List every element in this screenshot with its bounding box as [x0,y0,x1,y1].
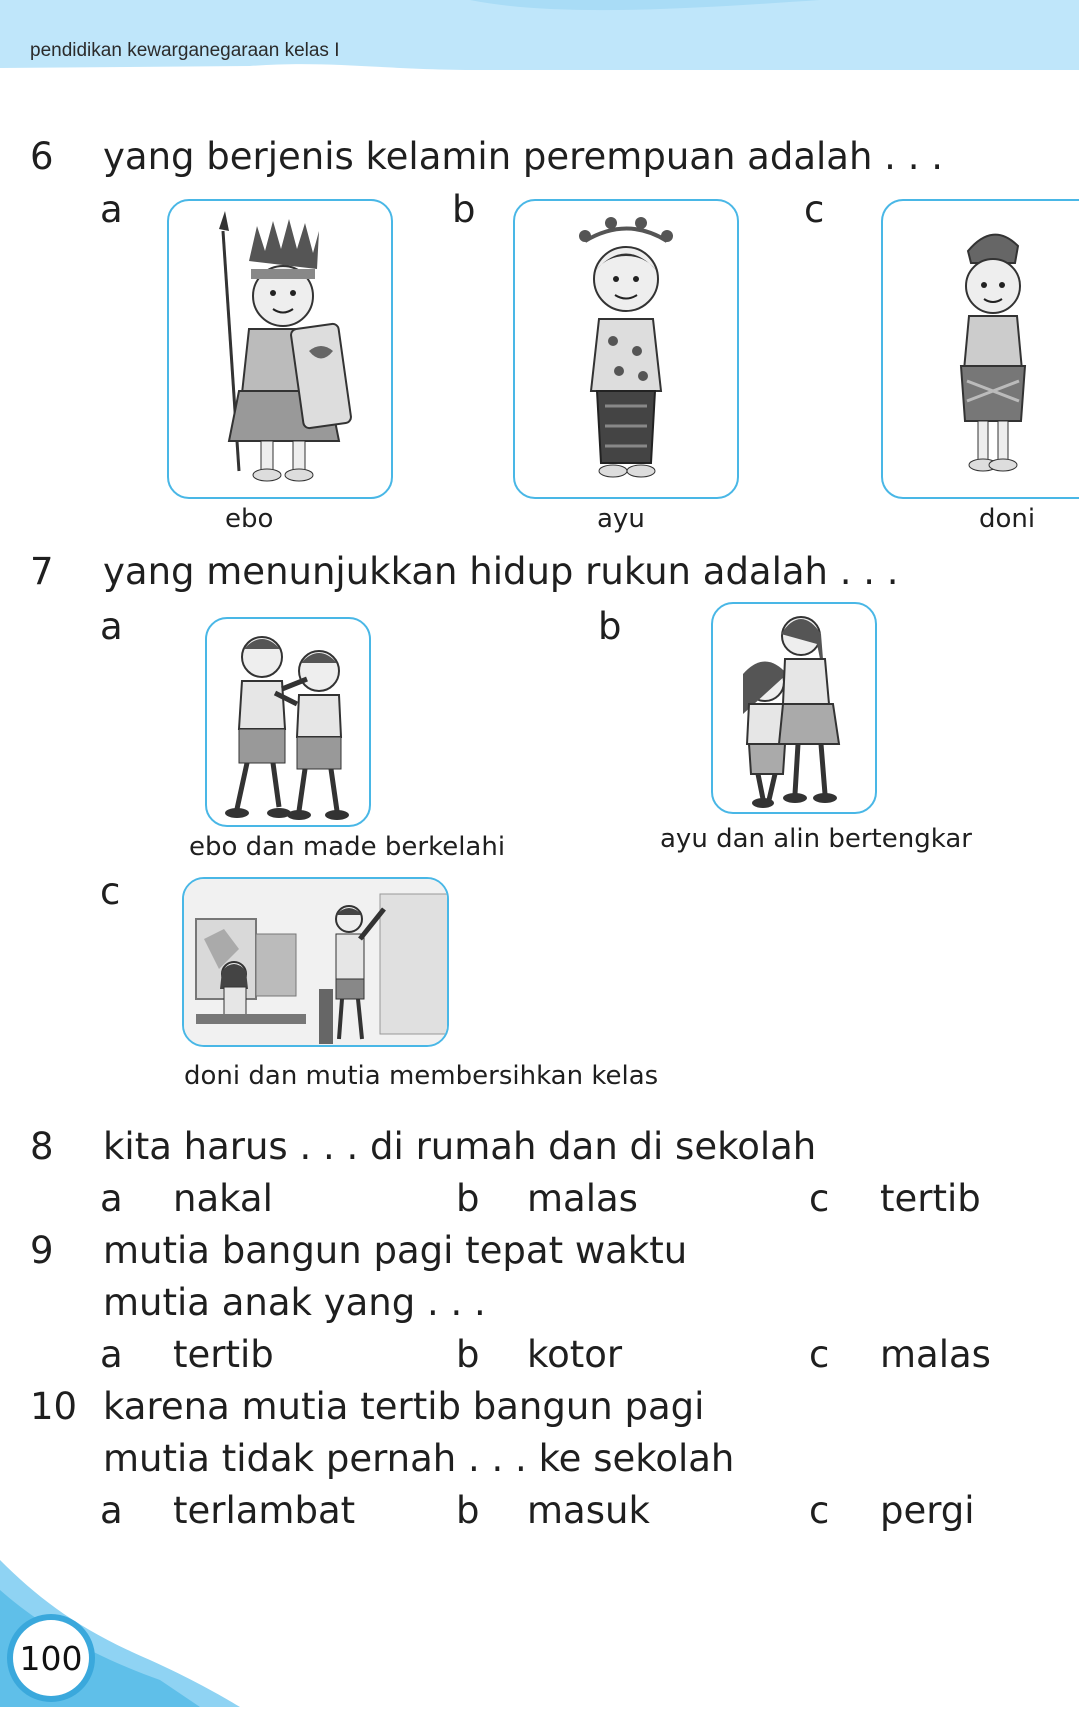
q10-option-a-text[interactable]: terlambat [173,1489,356,1532]
q6-option-a-caption: ebo [225,504,274,534]
page-number-badge [7,1614,95,1702]
q6-option-c-letter: c [804,188,825,231]
q9-option-b-letter: b [456,1333,480,1376]
q6-option-a-frame[interactable] [167,199,393,499]
q7-option-c-caption: doni dan mutia membersihkan kelas [184,1061,659,1091]
q7-option-b-caption: ayu dan alin bertengkar [660,824,972,854]
question-7-text: yang menunjukkan hidup rukun adalah . . . [103,550,899,593]
q10-option-b-text[interactable]: masuk [527,1489,650,1532]
girls-quarreling-icon [713,604,877,814]
q7-option-a-caption: ebo dan made berkelahi [189,832,506,862]
q10-option-a-letter: a [100,1489,123,1532]
q8-option-a-letter: a [100,1177,123,1220]
q10-option-b-letter: b [456,1489,480,1532]
batik-girl-icon [515,201,739,499]
book-title: pendidikan kewarganegaraan kelas I [30,40,340,61]
question-7-number: 7 [30,550,54,593]
q7-option-b-frame[interactable] [711,602,877,814]
question-9-text: mutia bangun pagi tepat waktu [103,1229,688,1272]
q9-option-b-text[interactable]: kotor [527,1333,623,1376]
question-6-number: 6 [30,135,54,178]
q9-option-a-letter: a [100,1333,123,1376]
q10-option-c-text[interactable]: pergi [880,1489,975,1532]
q8-option-b-text[interactable]: malas [527,1177,638,1220]
q7-option-a-letter: a [100,605,123,648]
q7-option-c-frame[interactable] [182,877,449,1047]
q8-option-a-text[interactable]: nakal [173,1177,273,1220]
q6-option-c-frame[interactable] [881,199,1079,499]
q6-option-a-letter: a [100,188,123,231]
page-number: 100 [13,1620,89,1696]
question-10-text-line2: mutia tidak pernah . . . ke sekolah [103,1437,735,1480]
question-10-number: 10 [30,1385,78,1428]
question-6-text: yang berjenis kelamin perempuan adalah . . . [103,135,943,178]
page-corner-decoration [0,1560,1079,1707]
q7-option-a-frame[interactable] [205,617,371,827]
question-9-text-line2: mutia anak yang . . . [103,1281,486,1324]
q8-option-c-text[interactable]: tertib [880,1177,981,1220]
question-9-number: 9 [30,1229,54,1272]
q6-option-b-letter: b [452,188,476,231]
q9-option-c-letter: c [809,1333,830,1376]
q6-option-b-frame[interactable] [513,199,739,499]
cleaning-classroom-icon [184,879,449,1047]
songket-boy-icon [883,201,1079,499]
question-8-text: kita harus . . . di rumah dan di sekolah [103,1125,817,1168]
q7-option-c-letter: c [100,870,121,913]
q6-option-b-caption: ayu [597,504,645,534]
q8-option-b-letter: b [456,1177,480,1220]
q10-option-c-letter: c [809,1489,830,1532]
question-8-number: 8 [30,1125,54,1168]
q7-option-b-letter: b [598,605,622,648]
q9-option-a-text[interactable]: tertib [173,1333,274,1376]
q6-option-c-caption: doni [979,504,1036,534]
q8-option-c-letter: c [809,1177,830,1220]
question-10-text: karena mutia tertib bangun pagi [103,1385,705,1428]
boys-fighting-icon [207,619,371,827]
q9-option-c-text[interactable]: malas [880,1333,991,1376]
tribal-warrior-boy-icon [169,201,393,499]
